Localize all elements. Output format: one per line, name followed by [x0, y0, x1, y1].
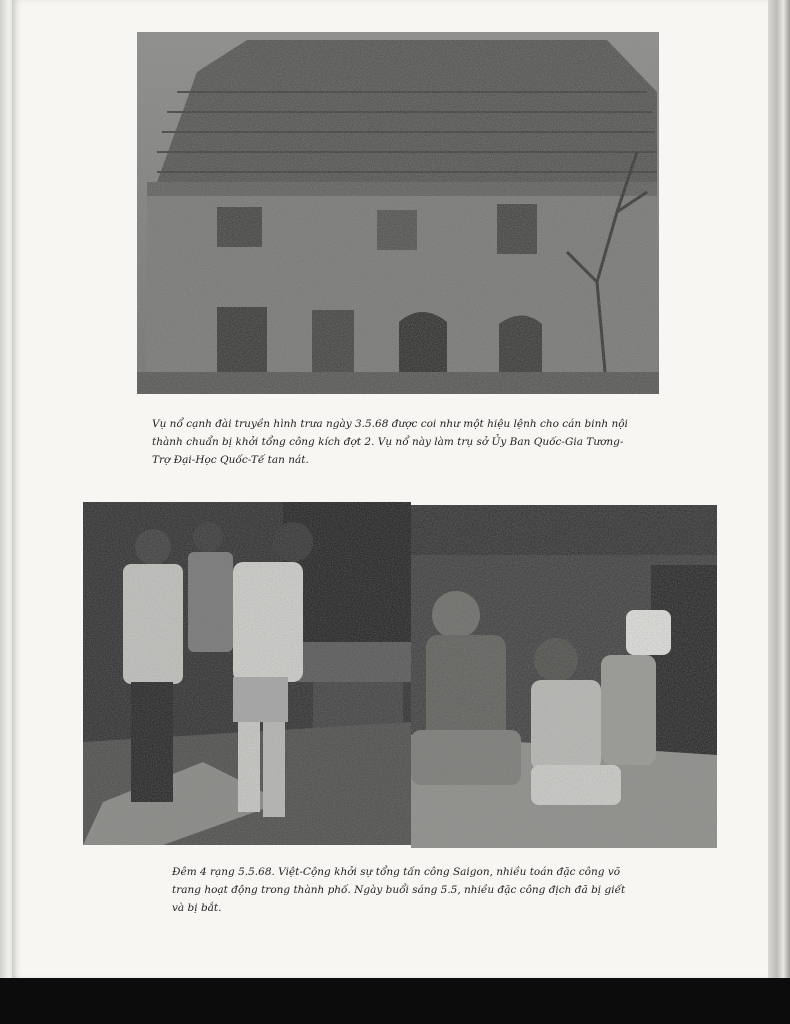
page-edge [768, 0, 790, 978]
photo-damaged-building [137, 32, 659, 394]
photo-detained-suspects [411, 505, 717, 848]
captured-men-image [83, 502, 411, 845]
damaged-building-image [137, 32, 659, 394]
caption-bottom: Đêm 4 rạng 5.5.68. Việt-Cộng khởi sự tổng tấn công Saigon, nhiều toán đặc công võ trang hoạt động trong thành phố. Ngày buổi sáng 5.5, nhiều đặc công địch đã bị giết và bị bắt. [172, 866, 626, 914]
caption-top: Vụ nổ cạnh đài truyền hình trưa ngày 3.5.68 được coi như một hiệu lệnh cho cán binh nội thành chuẩn bị khởi tổng công kích đợt 2. Vụ nổ này làm trụ sở Ủy Ban Quốc-Gia Tương-Trợ Đại-Học Quốc-Tế tan nát. [152, 418, 628, 466]
detained-suspects-image [411, 505, 717, 848]
photo-captured-men [83, 502, 411, 845]
scan-bottom-shadow [0, 978, 790, 1024]
